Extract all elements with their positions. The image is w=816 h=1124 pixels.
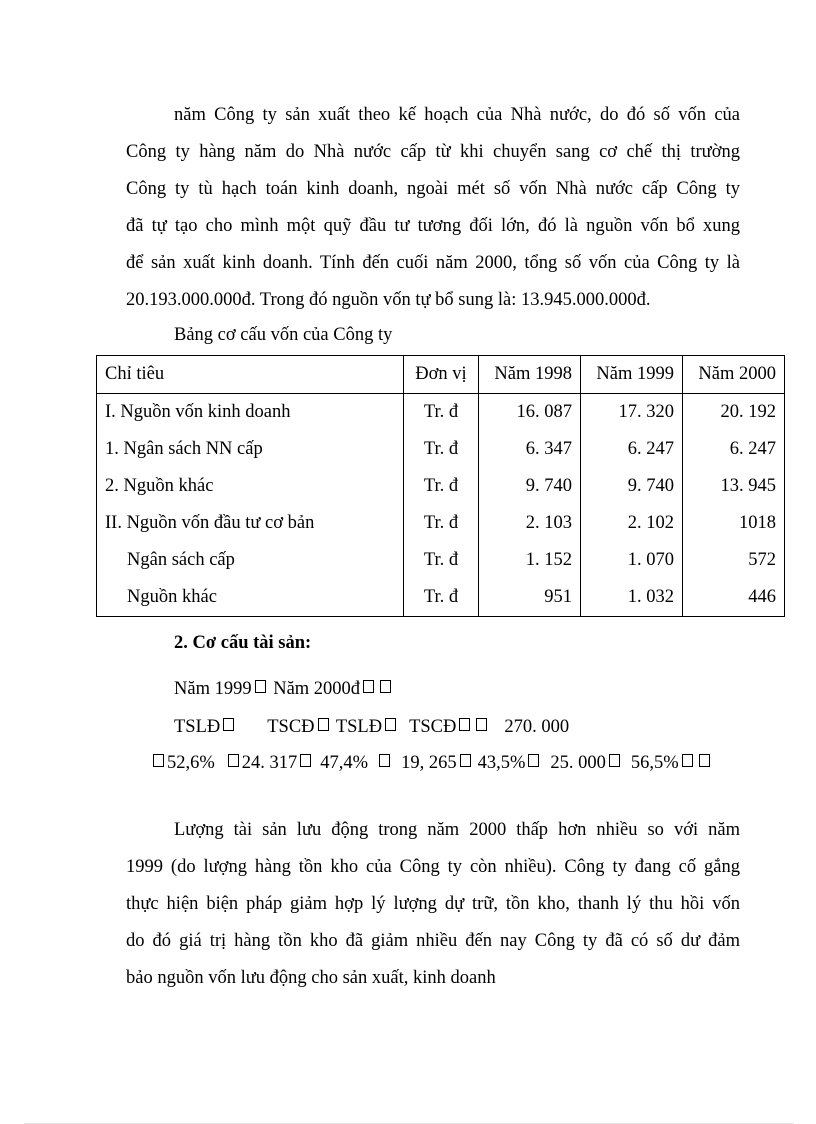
table-cell: Tr. đ (404, 394, 479, 432)
asset-value: 270. 000 (504, 717, 570, 737)
missing-glyph-icon (460, 754, 471, 767)
column-header: Đơn vị (404, 356, 479, 394)
asset-value: 25. 000 (550, 753, 606, 773)
missing-glyph-icon (379, 754, 390, 767)
table-cell: Tr. đ (404, 542, 479, 579)
missing-glyph-icon (300, 754, 311, 767)
column-header: Năm 1999 (581, 356, 683, 394)
asset-value: 19, 265 (401, 753, 457, 773)
missing-glyph-icon (476, 718, 487, 731)
missing-glyph-icon (153, 754, 164, 767)
missing-glyph-icon (380, 680, 391, 693)
missing-glyph-icon (385, 718, 396, 731)
year-label: Năm 2000đ (273, 679, 361, 699)
table-cell: 2. 102 (581, 505, 683, 542)
table-cell: 17. 320 (581, 394, 683, 432)
missing-glyph-icon (459, 718, 470, 731)
missing-glyph-icon (255, 680, 266, 693)
text-line: 20.193.000.000đ. Trong đó nguồn vốn tự bổ sung là: 13.945.000.000đ. (126, 290, 651, 310)
table-cell: 2. Nguồn khác (97, 468, 404, 505)
table-header-row (97, 356, 785, 394)
table-cell: 1018 (683, 505, 785, 542)
table-cell: 951 (479, 579, 581, 617)
text-line: 1999 (do lượng hàng tồn kho của Công ty còn nhiều). Công ty đang cố gắng (126, 857, 740, 877)
table-cell: Tr. đ (404, 579, 479, 617)
table-row (97, 542, 785, 579)
table-row (97, 431, 785, 468)
missing-glyph-icon (682, 754, 693, 767)
table-caption: Bảng cơ cấu vốn của Công ty (174, 325, 393, 345)
table-cell: Nguồn khác (97, 579, 404, 617)
asset-categories-line (174, 714, 569, 740)
asset-years-line (174, 676, 394, 702)
table-cell: 1. 152 (479, 542, 581, 579)
text-line: do đó giá trị hàng tồn kho đã giảm nhiều đến nay Công ty đã có số dư đảm (126, 931, 740, 951)
table-cell: 2. 103 (479, 505, 581, 542)
asset-value: 24. 317 (241, 753, 298, 773)
table-cell: 1. Ngân sách NN cấp (97, 431, 404, 468)
missing-glyph-icon (223, 718, 234, 731)
missing-glyph-icon (699, 754, 710, 767)
table-cell: 9. 740 (479, 468, 581, 505)
column-header: Năm 2000 (683, 356, 785, 394)
text-line: Lượng tài sản lưu động trong năm 2000 thấp hơn nhiều so với năm (174, 820, 740, 840)
table-cell: 16. 087 (479, 394, 581, 432)
paragraph-capital-intro (126, 97, 740, 319)
table-cell: 1. 070 (581, 542, 683, 579)
missing-glyph-icon (609, 754, 620, 767)
table-cell: 6. 247 (581, 431, 683, 468)
asset-value: 56,5% (630, 753, 679, 773)
table-cell: 9. 740 (581, 468, 683, 505)
table-row (97, 505, 785, 542)
table-cell: 20. 192 (683, 394, 785, 432)
asset-value: 52,6% (167, 753, 215, 773)
section-heading-asset-structure: 2. Cơ cấu tài sản: (174, 633, 312, 653)
text-line: để sản xuất kinh doanh. Tính đến cuối năm 2000, tổng số vốn của Công ty là (126, 253, 740, 273)
text-line: thực hiện biện pháp giảm hợp lý lượng dự trữ, tồn kho, thanh lý thu hồi vốn (126, 894, 740, 914)
table-cell: Tr. đ (404, 468, 479, 505)
table-cell: Tr. đ (404, 505, 479, 542)
table-row (97, 468, 785, 505)
table-cell: 6. 347 (479, 431, 581, 468)
missing-glyph-icon (363, 680, 374, 693)
column-header: Năm 1998 (479, 356, 581, 394)
asset-label: TSCĐ (267, 717, 315, 737)
text-line: đã tự tạo cho mình một quỹ đầu tư tương đối lớn, đó là nguồn vốn bổ xung (126, 216, 740, 236)
text-line: năm Công ty sản xuất theo kế hoạch của Nhà nước, do đó số vốn của (174, 105, 740, 125)
table-cell: I. Nguồn vốn kinh doanh (97, 394, 404, 432)
capital-structure-table (96, 355, 785, 617)
table-row (97, 394, 785, 432)
table-row (97, 579, 785, 617)
year-label: Năm 1999 (174, 679, 252, 699)
asset-label: TSLĐ (335, 717, 383, 737)
table-cell: 572 (683, 542, 785, 579)
missing-glyph-icon (318, 718, 329, 731)
text-line: bảo nguồn vốn lưu động cho sản xuất, kinh doanh (126, 968, 496, 988)
table-cell: Ngân sách cấp (97, 542, 404, 579)
asset-label: TSLĐ (174, 717, 221, 737)
column-header: Chỉ tiêu (97, 356, 404, 394)
table-cell: 13. 945 (683, 468, 785, 505)
asset-label: TSCĐ (409, 717, 457, 737)
text-line: Công ty hàng năm do Nhà nước cấp từ khi chuyển sang cơ chế thị trường (126, 142, 740, 162)
table-cell: 1. 032 (581, 579, 683, 617)
asset-value: 47,4% (320, 753, 369, 773)
missing-glyph-icon (228, 754, 239, 767)
table-cell: Tr. đ (404, 431, 479, 468)
paragraph-current-assets (126, 812, 740, 997)
table-cell: 6. 247 (683, 431, 785, 468)
table-cell: II. Nguồn vốn đầu tư cơ bản (97, 505, 404, 542)
missing-glyph-icon (528, 754, 539, 767)
asset-values-line (150, 750, 713, 776)
text-line: Công ty tù hạch toán kinh doanh, ngoài mét số vốn Nhà nước cấp Công ty (126, 179, 740, 199)
asset-value: 43,5% (477, 753, 526, 773)
table-cell: 446 (683, 579, 785, 617)
